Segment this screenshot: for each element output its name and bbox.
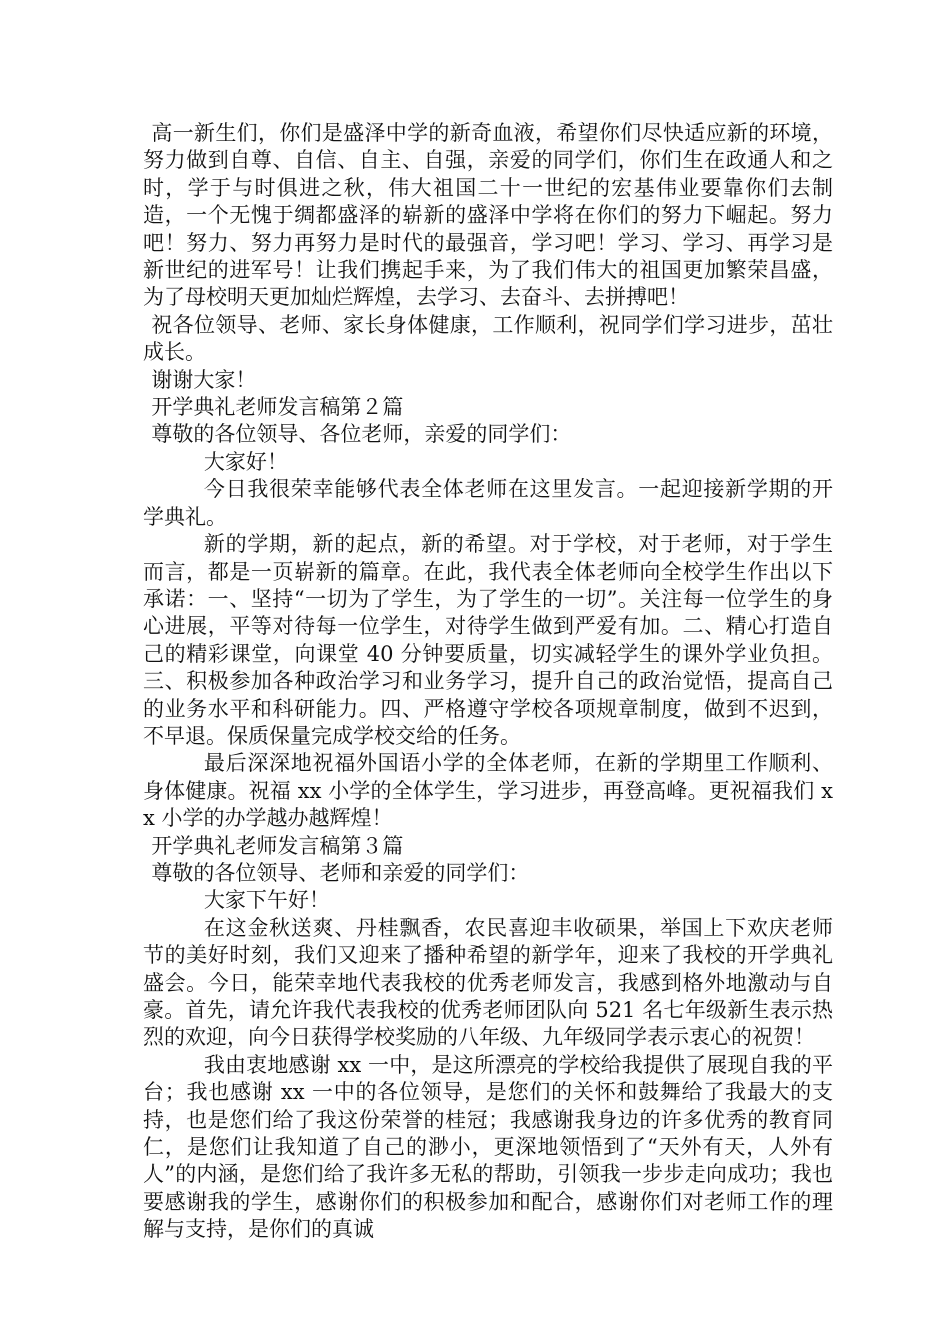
section-title-2: 开学典礼老师发言稿第２篇 — [151, 395, 404, 420]
paragraph-thanks: 谢谢大家！ — [151, 367, 257, 392]
paragraph-6: 在这金秋送爽、丹桂飘香，农民喜迎丰收硕果，举国上下欢庆老师节的美好时刻，我们又迎来了播种希望的新学年，迎来了我校的开学典礼盛会。今日，能荣幸地代表我校的优秀老师发言，我感到格外地激动与自豪。首先，请允许我代表我校的优秀老师团队向 521 名七年级新生表示热烈的欢迎，向今日获得学校奖励的八年级、九年级同学表示衷心的祝贺！ — [143, 915, 833, 1050]
paragraph-4: 新的学期，新的起点，新的希望。对于学校，对于老师，对于学生而言，都是一页崭新的篇章。在此，我代表全体老师向全校学生作出以下承诺：一、坚持“一切为了学生，为了学生的一切”。关注每一位学生的身心进展，平等对待每一位学生，对待学生做到严爱有加。二、精心打造自己的精彩课堂，向课堂 40 分钟要质量，切实减轻学生的课外学业负担。三、积极参加各种政治学习和业务学习，提升自己的政治觉悟，提高自己的业务水平和科研能力。四、严格遵守学校各项规章制度，做到不迟到，不早退。保质保量完成学校交给的任务。 — [143, 532, 833, 748]
document-body — [143, 120, 833, 1244]
paragraph-7: 我由衷地感谢 xx 一中，是这所漂亮的学校给我提供了展现自我的平台；我也感谢 xx 一中的各位领导，是您们的关怀和鼓舞给了我最大的支持，也是您们给了我这份荣誉的桂冠；我感谢我身边的许多优秀的教育同仁，是您们让我知道了自己的渺小，更深地领悟到了“天外有天，人外有人”的内涵，是您们给了我许多无私的帮助，引领我一步步走向成功；我也要感谢我的学生，感谢你们的积极参加和配合，感谢你们对老师工作的理解与支持，是你们的真诚 — [143, 1052, 833, 1242]
salutation-2: 尊敬的各位领导、各位老师，亲爱的同学们： — [151, 422, 572, 447]
paragraph-1: 高一新生们，你们是盛泽中学的新奇血液，希望你们尽快适应新的环境，努力做到自尊、自信、自主、自强，亲爱的同学们，你们生在政通人和之时，学于与时俱进之秋，伟大祖国二十一世纪的宏基伟业要靠你们去制造，一个无愧于绸都盛泽的崭新的盛泽中学将在你们的努力下崛起。努力吧！努力、努力再努力是时代的最强音，学习吧！学习、学习、再学习是新世纪的进军号！让我们携起手来，为了我们伟大的祖国更加繁荣昌盛，为了母校明天更加灿烂辉煌，去学习、去奋斗、去拼搏吧！ — [143, 121, 833, 310]
paragraph-2: 祝各位领导、老师、家长身体健康，工作顺利，祝同学们学习进步，茁壮成长。 — [143, 312, 833, 365]
salutation-3: 尊敬的各位领导、老师和亲爱的同学们： — [151, 860, 530, 885]
greeting-2: 大家好！ — [203, 449, 288, 474]
section-title-3: 开学典礼老师发言稿第３篇 — [151, 833, 404, 858]
greeting-3: 大家下午好！ — [203, 888, 330, 913]
paragraph-5: 最后深深地祝福外国语小学的全体老师，在新的学期里工作顺利、身体健康。祝福 xx 小学的全体学生，学习进步，再登高峰。更祝福我们 xx 小学的办学越办越辉煌！ — [143, 751, 833, 831]
paragraph-3: 今日我很荣幸能够代表全体老师在这里发言。一起迎接新学期的开学典礼。 — [143, 477, 833, 529]
